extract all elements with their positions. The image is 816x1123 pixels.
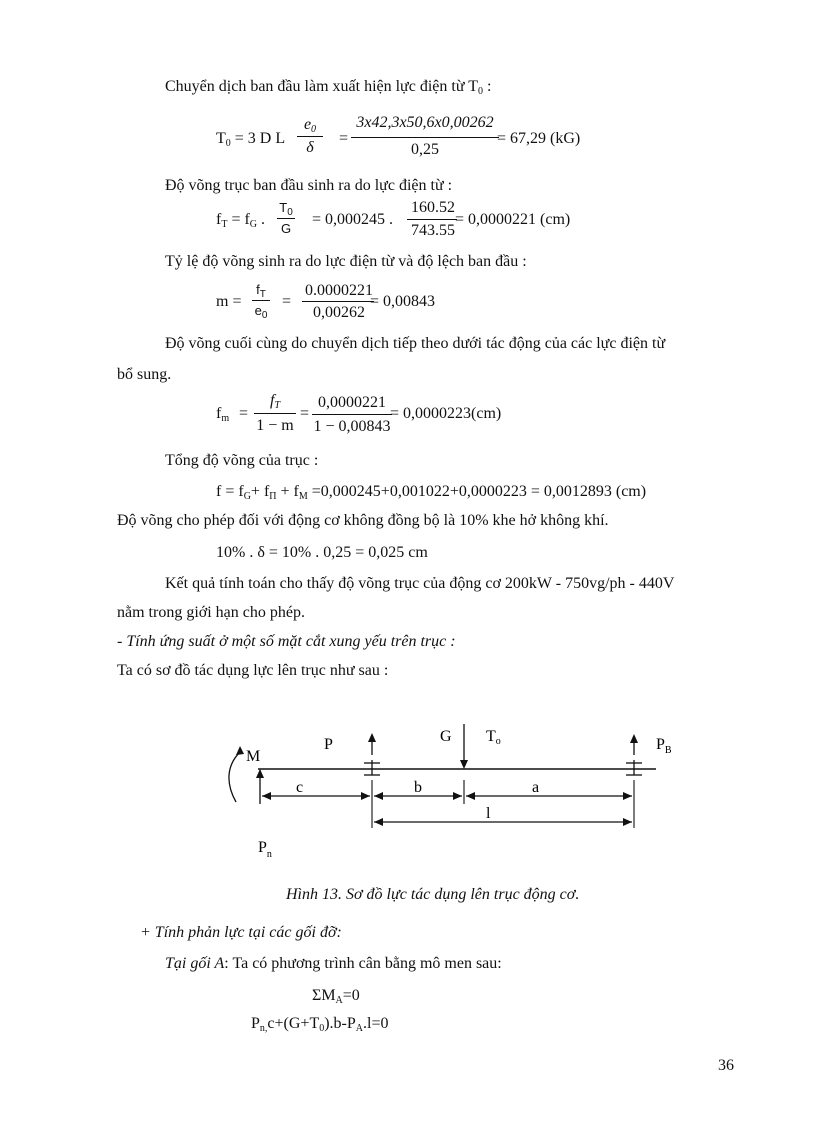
total-deflection-equation: $f = f_G+ f_\Pi + f_M =0,000245+0,001022+0,0000223 = 0,0012893$ (cm) [216, 483, 647, 502]
g-arrowhead [460, 760, 468, 769]
final-deflection-paragraph-cont: bổ sung. [117, 366, 172, 383]
dim-l-arrow-right [623, 818, 632, 826]
scheme-text: Ta có sơ đồ tác dụng lực lên trục như sau : [117, 662, 389, 679]
page-number: 36 [718, 1057, 734, 1074]
final-deflection-paragraph: Độ võng cuối cùng do chuyển dịch tiếp theo dưới tác động của các lực điện từ [165, 335, 666, 352]
dim-b-arrow-left [374, 792, 383, 800]
label-To: To [486, 728, 501, 747]
dim-a-arrow-left [466, 792, 475, 800]
moment-arc [229, 752, 240, 802]
equation-balance: $P_{n,}c+(G+T_0).b-P_A.l=0$ [251, 1015, 389, 1034]
initial-deflection-text: Độ võng trục ban đầu sinh ra do lực điện từ : [165, 177, 453, 194]
moment-arrowhead [236, 746, 244, 755]
pb-arrowhead [630, 734, 638, 743]
label-M: M [246, 748, 261, 765]
support-a-line: Tại gối A: Ta có phương trình cân bằng mô men sau: [165, 955, 502, 972]
label-P: P [324, 736, 333, 753]
result-paragraph-cont: nằm trong giới hạn cho phép. [117, 604, 305, 621]
result-paragraph: Kết quả tính toán cho thấy độ võng trục của động cơ 200kW - 750vg/ph - 440V [165, 575, 675, 592]
label-Pn: $P_n$ [258, 839, 272, 860]
allowed-deflection-equation: 10% . δ = 10% . 0,25 = 0,025 cm [216, 544, 428, 561]
dim-c-arrow-left [262, 792, 271, 800]
p-arrowhead [368, 733, 376, 742]
label-c: c [296, 779, 304, 796]
dim-l-arrow-left [374, 818, 383, 826]
intro-text: Chuyển dịch ban đầu làm xuất hiện lực điện từ $T_0$ : [165, 78, 492, 97]
reactions-heading: + Tính phản lực tại các gối đỡ: [140, 924, 342, 941]
label-G: G [440, 728, 452, 745]
ratio-text: Tỷ lệ độ võng sinh ra do lực điện từ và độ lệch ban đầu : [165, 253, 527, 270]
total-deflection-text: Tổng độ võng của trục : [165, 452, 319, 469]
label-PB: $P_B$ [656, 736, 672, 756]
shaft-force-diagram [0, 700, 816, 880]
label-a: a [532, 779, 540, 796]
label-b: b [414, 779, 422, 796]
pn-arrowhead [256, 769, 264, 778]
dim-c-arrow-right [361, 792, 370, 800]
dim-a-arrow-right [623, 792, 632, 800]
dim-b-arrow-right [453, 792, 462, 800]
label-l: l [486, 805, 491, 822]
allowed-deflection-text: Độ võng cho phép đối với động cơ không đồng bộ là 10% khe hở không khí. [117, 512, 609, 529]
stress-heading: - Tính ứng suất ở một số mặt cắt xung yếu trên trục : [117, 633, 456, 650]
equation-sum-moments: $\Sigma M_A=0$ [312, 987, 360, 1006]
figure-caption: Hình 13. Sơ đồ lực tác dụng lên trục động cơ. [286, 886, 580, 903]
